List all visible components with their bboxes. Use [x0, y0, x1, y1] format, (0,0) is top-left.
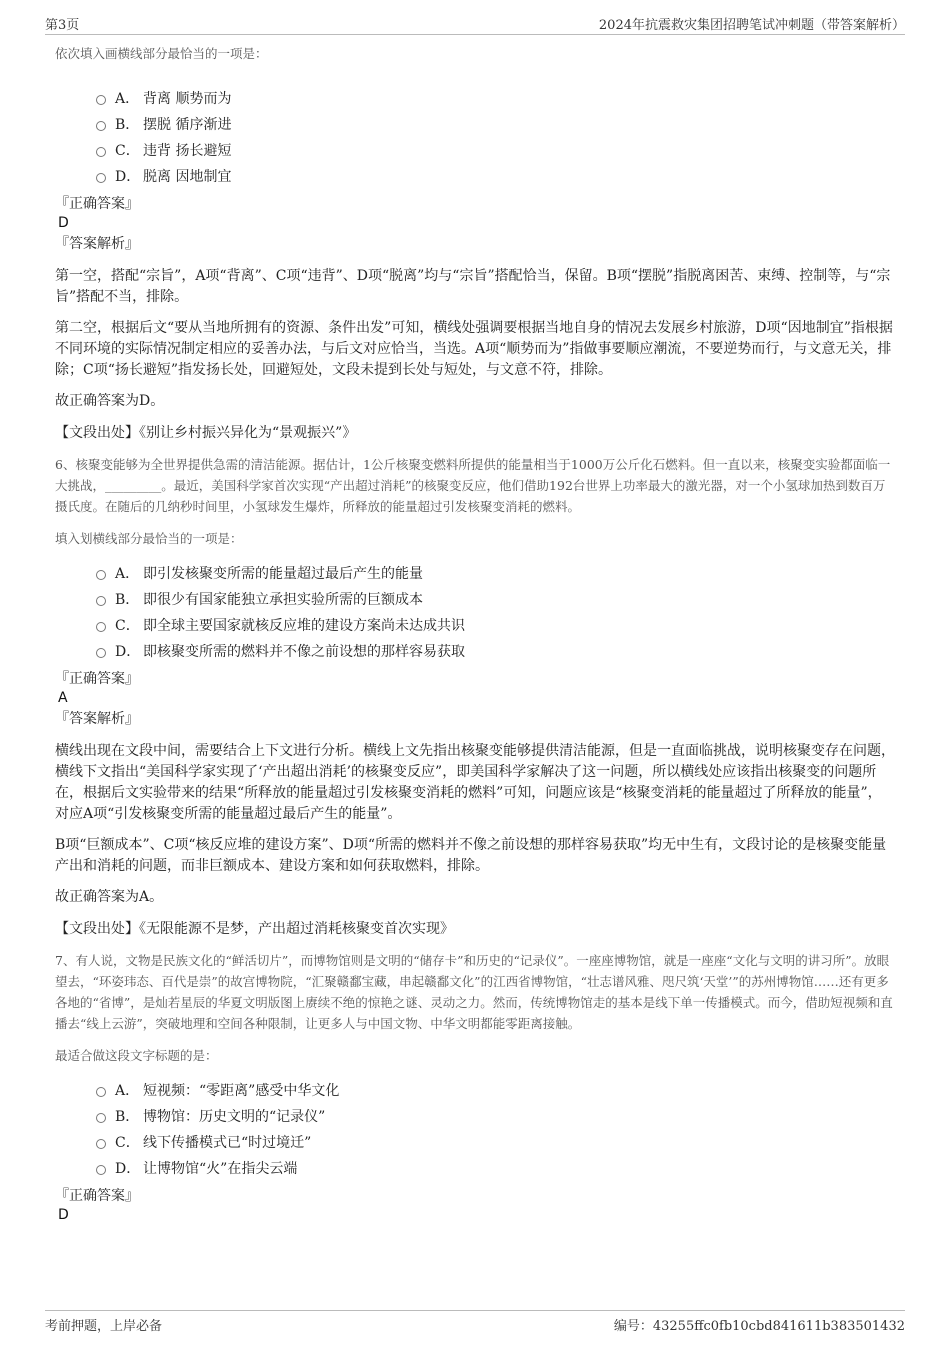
- q7-option-a[interactable]: A． 短视频：“零距离”感受中华文化: [55, 1078, 895, 1104]
- q5-answer: D: [58, 215, 69, 231]
- q7-option-c[interactable]: C． 线下传播模式已“时过境迁”: [55, 1130, 895, 1156]
- radio-icon[interactable]: [96, 648, 106, 658]
- radio-icon[interactable]: [96, 121, 106, 131]
- footer-slogan: 考前押题，上岸必备: [45, 1319, 163, 1334]
- document-title: 2024年抗震救灾集团招聘笔试冲刺题（带答案解析）: [598, 18, 905, 33]
- q6-answer-label: 『正确答案』: [55, 671, 139, 687]
- q6-analysis-para-2: B项“巨额成本”、C项“核反应堆的建设方案”、D项“所需的燃料并不像之前设想的那样容易获取”均无中生有，文段讨论的是核聚变能量产出和消耗的问题，而非巨额成本、建设方案和如何获取燃料，排除。: [55, 837, 887, 874]
- q5-analysis-label: 『答案解析』: [55, 236, 139, 252]
- radio-icon[interactable]: [96, 596, 106, 606]
- q6-answer: A: [58, 690, 68, 706]
- radio-icon[interactable]: [96, 622, 106, 632]
- q6-option-c[interactable]: C． 即全球主要国家就核反应堆的建设方案尚未达成共识: [55, 613, 895, 639]
- q5-option-c[interactable]: C． 违背 扬长避短: [55, 138, 895, 164]
- q6-option-a[interactable]: A． 即引发核聚变所需的能量超过最后产生的能量: [55, 561, 895, 587]
- radio-icon[interactable]: [96, 95, 106, 105]
- q6-analysis-para-3: 故正确答案为A。: [55, 889, 164, 905]
- q5-option-b[interactable]: B． 摆脱 循序渐进: [55, 112, 895, 138]
- q5-option-d[interactable]: D． 脱离 因地制宜: [55, 164, 895, 190]
- radio-icon[interactable]: [96, 1139, 106, 1149]
- q7-answer-label: 『正确答案』: [55, 1188, 139, 1204]
- document-id: 编号：43255ffc0fb10cbd841611b383501432: [613, 1319, 905, 1334]
- radio-icon[interactable]: [96, 147, 106, 157]
- q6-option-d[interactable]: D． 即核聚变所需的燃料并不像之前设想的那样容易获取: [55, 639, 895, 665]
- q5-analysis-para-1: 第一空，搭配“宗旨”，A项“背离”、C项“违背”、D项“脱离”均与“宗旨”搭配恰当，保留。B项“摆脱”指脱离困苦、束缚、控制等，与“宗旨”搭配不当，排除。: [55, 268, 891, 305]
- radio-icon[interactable]: [96, 1087, 106, 1097]
- q7-options: [55, 1078, 895, 1182]
- q5-instruction: 依次填入画横线部分最恰当的一项是：: [55, 46, 268, 61]
- q5-analysis-para-3: 故正确答案为D。: [55, 393, 165, 409]
- q7-instruction: 最适合做这段文字标题的是：: [55, 1048, 218, 1063]
- page-footer: [45, 1310, 905, 1334]
- q5-analysis-para-2: 第二空，根据后文“要从当地所拥有的资源、条件出发”可知，横线处强调要根据当地自身的情况去发展乡村旅游，D项“因地制宜”指根据不同环境的实际情况制定相应的妥善办法，与后文对应恰当，当选。A项“顺势而为”指做事要顺应潮流，不要逆势而行，与文意无关，排除；C项“扬长避短”指发扬长处，回避短处，文段未提到长处与短处，与文意不符，排除。: [55, 320, 893, 378]
- q7-answer: D: [58, 1207, 69, 1223]
- document-content: [55, 44, 895, 1224]
- q6-analysis-label: 『答案解析』: [55, 711, 139, 727]
- q7-option-d[interactable]: D． 让博物馆“火”在指尖云端: [55, 1156, 895, 1182]
- radio-icon[interactable]: [96, 173, 106, 183]
- q6-question: 6、核聚变能够为全世界提供急需的清洁能源。据估计，1公斤核聚变燃料所提供的能量相当于1000万公斤化石燃料。但一直以来，核聚变实验都面临一大挑战，_________。最近，美国科学家首次实现“产出超过消耗”的核聚变反应，他们借助192台世界上功率最大的激光器，对一个小氢球加热到数百万摄氏度。在随后的几纳秒时间里，小氢球发生爆炸，所释放的能量超过引发核聚变消耗的燃料。: [55, 457, 891, 514]
- q5-option-a[interactable]: A． 背离 顺势而为: [55, 86, 895, 112]
- q6-analysis-para-1: 横线出现在文段中间，需要结合上下文进行分析。横线上文先指出核聚变能够提供清洁能源，但是一直面临挑战，说明核聚变存在问题，横线下文指出“美国科学家实现了‘产出超出消耗’的核聚变反应”，即美国科学家解决了这一问题，所以横线处应该指出核聚变的问题所在，根据后文实验带来的结果“所释放的能量超过引发核聚变消耗的燃料”可知，问题应该是“核聚变消耗的能量超过了所释放的能量”，对应A项“引发核聚变所需的能量超过最后产生的能量”。: [55, 743, 895, 822]
- q5-source: 【文段出处】《别让乡村振兴异化为“景观振兴”》: [55, 425, 357, 441]
- q5-options: [55, 86, 895, 190]
- q6-instruction: 填入划横线部分最恰当的一项是：: [55, 531, 243, 546]
- radio-icon[interactable]: [96, 1165, 106, 1175]
- q7-question: 7、有人说，文物是民族文化的“鲜活切片”，而博物馆则是文明的“储存卡”和历史的“记录仪”。一座座博物馆，就是一座座“文化与文明的讲习所”。放眼望去，“环姿玮态、百代是崇”的故宫博物院，“汇聚赣鄱宝藏，串起赣鄱文化”的江西省博物馆，“壮志谱风雅、咫尺筑‘天堂’”的苏州博物馆……还有更多各地的“省博”，是灿若星辰的华夏文明版图上赓续不绝的惊艳之谜、灵动之力。然而，传统博物馆走的基本是线下单一传播模式。而今，借助短视频和直播去“线上云游”，突破地理和空间各种限制，让更多人与中国文物、中华文明都能零距离接触。: [55, 953, 893, 1031]
- q6-source: 【文段出处】《无限能源不是梦，产出超过消耗核聚变首次实现》: [55, 921, 454, 937]
- radio-icon[interactable]: [96, 1113, 106, 1123]
- page-number: 第3页: [45, 18, 80, 33]
- q5-answer-label: 『正确答案』: [55, 196, 139, 212]
- q7-option-b[interactable]: B． 博物馆：历史文明的“记录仪”: [55, 1104, 895, 1130]
- q6-options: [55, 561, 895, 665]
- radio-icon[interactable]: [96, 570, 106, 580]
- q6-option-b[interactable]: B． 即很少有国家能独立承担实验所需的巨额成本: [55, 587, 895, 613]
- page-header: [45, 12, 905, 35]
